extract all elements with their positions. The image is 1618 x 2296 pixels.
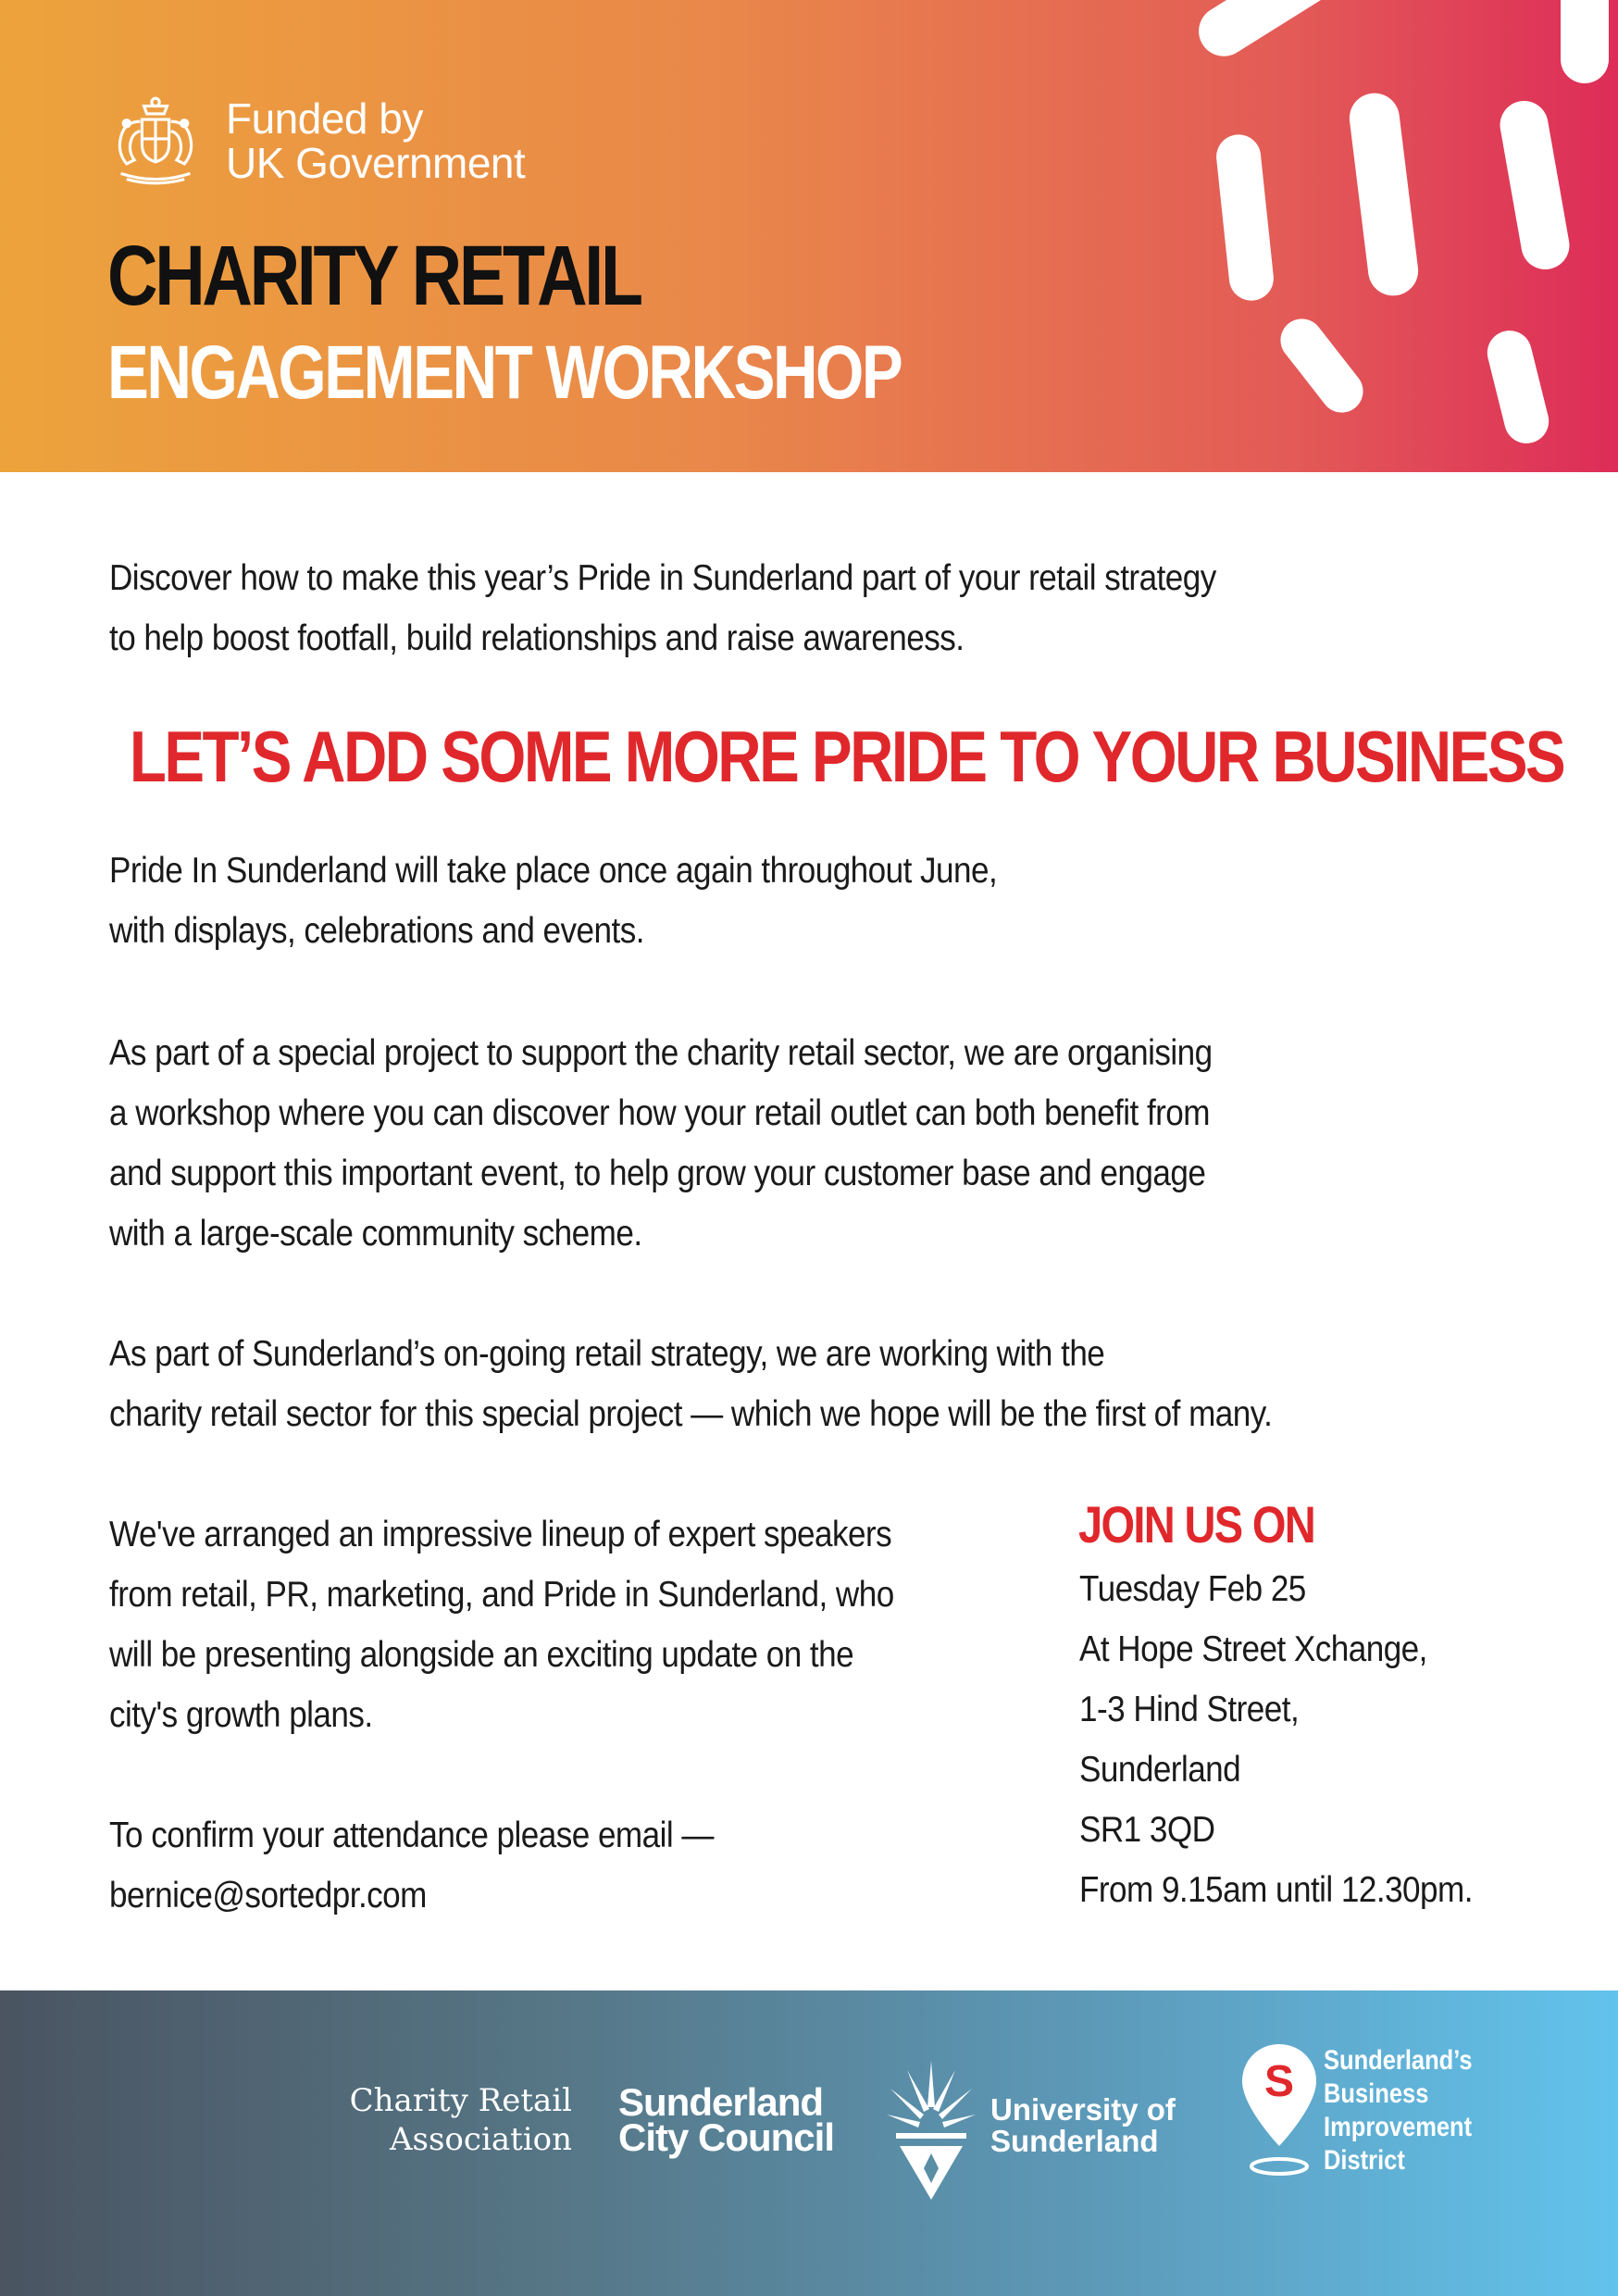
royal-coat-of-arms-icon xyxy=(107,93,204,189)
event-postcode: SR1 3QD xyxy=(1079,1810,1215,1850)
paragraph-special-project: As part of a special project to support the charity retail sector, we are organising a workshop where you can discover how your retail outlet can both benefit from and support this important event, to help grow your customer base and engage with a large-scale community scheme. xyxy=(109,1033,1213,1254)
cra-line2: Association xyxy=(389,2121,572,2158)
funder-line1: Funded by xyxy=(226,94,423,143)
paragraph-speakers: We've arranged an impressive lineup of expert speakers from retail, PR, marketing, and Pride in Sunderland, who will be presenting alongside an exciting update on the city's growth plans. xyxy=(109,1515,894,1735)
funder-line2: UK Government xyxy=(226,139,526,187)
scc-line2: City Council xyxy=(618,2115,835,2159)
business-improvement-district-logo xyxy=(1324,2044,1473,2177)
header-banner xyxy=(0,0,1618,472)
charity-retail-association-logo xyxy=(324,2081,572,2159)
paragraph-pride-june: Pride In Sunderland will take place once again throughout June, with displays, celebrations and events. xyxy=(109,851,998,951)
page-title: CHARITY RETAIL xyxy=(107,229,641,323)
bid-line1: Sunderland’s xyxy=(1324,2045,1473,2076)
event-street: 1-3 Hind Street, xyxy=(1079,1690,1300,1729)
headline: LET’S ADD SOME MORE PRIDE TO YOUR BUSINESS xyxy=(129,716,1564,797)
cra-line1: Charity Retail xyxy=(349,2082,572,2119)
intro-text: Discover how to make this year’s Pride in Sunderland part of your retail strategy to help boost footfall, build relationships and raise awareness. xyxy=(109,558,1216,658)
bid-line2: Business xyxy=(1324,2078,1429,2109)
page-subtitle: ENGAGEMENT WORKSHOP xyxy=(107,331,902,415)
location-pin-icon xyxy=(1240,2042,1318,2181)
university-of-sunderland-logo xyxy=(990,2094,1176,2157)
scc-line1: Sunderland xyxy=(618,2080,824,2124)
bid-letter: S xyxy=(1263,2057,1295,2106)
event-city: Sunderland xyxy=(1079,1750,1241,1790)
paragraph-retail-strategy: As part of Sunderland’s on-going retail strategy, we are working with the charity retail sector for this special project — which we hope will be the first of many. xyxy=(109,1334,1273,1434)
event-details xyxy=(1079,1559,1473,1920)
event-time: From 9.15am until 12.30pm. xyxy=(1079,1870,1473,1910)
uos-line2: Sunderland xyxy=(990,2124,1159,2158)
uos-line1: University of xyxy=(990,2092,1176,2127)
bid-line3: Improvement xyxy=(1324,2112,1473,2142)
event-venue: At Hope Street Xchange, xyxy=(1079,1629,1427,1669)
bid-line4: District xyxy=(1324,2145,1405,2176)
event-date: Tuesday Feb 25 xyxy=(1079,1569,1306,1609)
funded-by-uk-government xyxy=(107,93,525,189)
confirm-attendance-text: To confirm your attendance please email — bernice@sortedpr.com xyxy=(109,1816,714,1915)
sunderland-city-council-logo xyxy=(618,2080,835,2159)
university-starburst-icon xyxy=(887,2061,976,2200)
join-us-title: JOIN US ON xyxy=(1078,1495,1315,1554)
